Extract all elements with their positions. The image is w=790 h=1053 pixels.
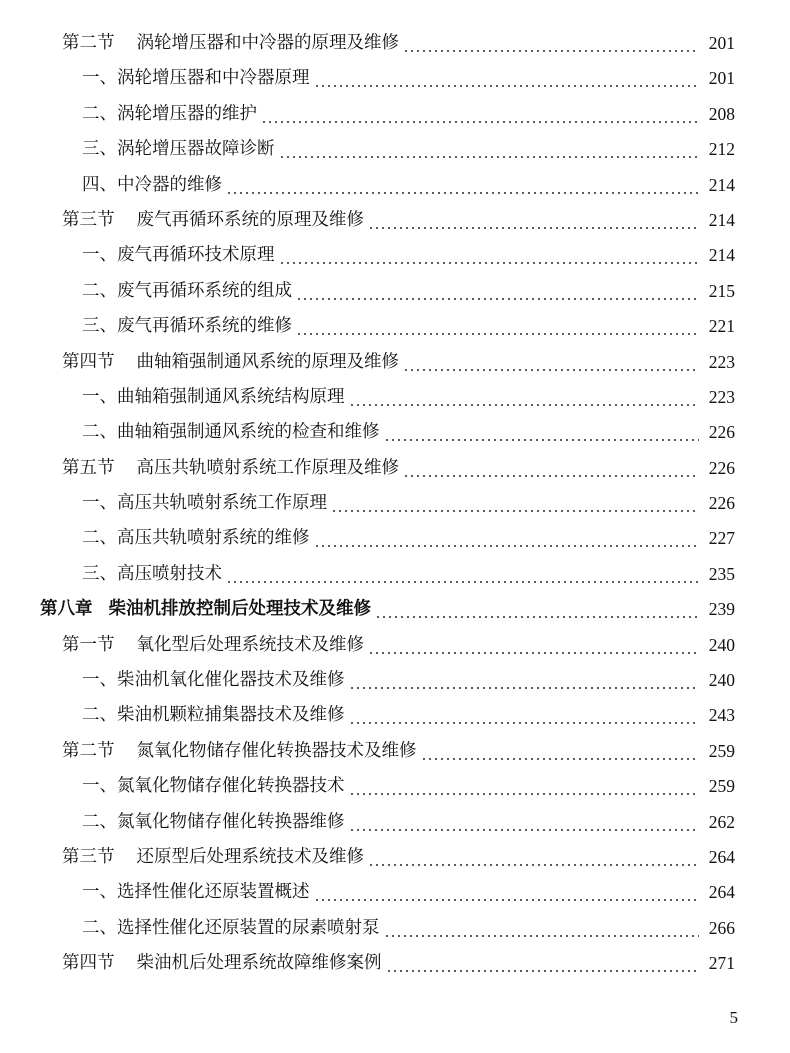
toc-entry-section[interactable] [40,26,735,61]
toc-entry-label [62,26,399,61]
toc-entry-label [82,380,345,415]
toc-entry-page: 264 [708,846,735,867]
dot-leader [386,946,700,981]
toc-entry-title: 氮氧化物储存催化转换器技术及维修 [136,740,417,761]
toc-entry-title: 二、选择性催化还原装置的尿素喷射泵 [82,917,380,938]
toc-entry-number: 第四节 [62,953,115,974]
dot-leader [403,451,699,486]
toc-entry-label [62,840,364,875]
toc-entry-page: 235 [708,563,735,584]
toc-entry-title: 三、废气再循环系统的维修 [82,316,292,337]
toc-entry-title: 涡轮增压器和中冷器的原理及维修 [136,32,399,53]
toc-entry-label [62,734,417,769]
dot-leader [375,592,699,627]
toc-entry-title: 三、涡轮增压器故障诊断 [82,139,275,160]
dot-leader [314,875,700,910]
toc-entry-title: 二、高压共轨喷射系统的维修 [82,528,310,549]
toc-entry-section[interactable] [40,345,735,380]
toc-entry-subsection[interactable] [40,521,735,556]
toc-entry-number: 第五节 [62,457,115,478]
toc-entry-page: 214 [708,174,735,195]
toc-entry-section[interactable] [40,628,735,663]
toc-entry-page: 214 [708,245,735,266]
toc-entry-subsection[interactable] [40,769,735,804]
toc-entry-label [62,628,364,663]
toc-entry-title: 四、中冷器的维修 [82,174,222,195]
dot-leader [296,274,699,309]
toc-entry-subsection[interactable] [40,663,735,698]
toc-entry-subsection[interactable] [40,415,735,450]
toc-entry-label [82,769,345,804]
toc-entry-page: 201 [708,32,735,53]
toc-entry-title: 一、高压共轨喷射系统工作原理 [82,493,327,514]
toc-entry-title: 一、涡轮增压器和中冷器原理 [82,68,310,89]
toc-entry-label [62,345,399,380]
toc-entry-title: 二、柴油机颗粒捕集器技术及维修 [82,705,345,726]
toc-entry-label [82,875,310,910]
toc-entry-title: 一、选择性催化还原装置概述 [82,882,310,903]
toc-entry-subsection[interactable] [40,875,735,910]
toc-entry-label [82,61,310,96]
dot-leader [421,734,700,769]
toc-entry-subsection[interactable] [40,132,735,167]
toc-entry-subsection[interactable] [40,557,735,592]
toc-entry-title: 曲轴箱强制通风系统的原理及维修 [136,351,399,372]
toc-entry-title: 一、氮氧化物储存催化转换器技术 [82,776,345,797]
toc-entry-title: 一、柴油机氧化催化器技术及维修 [82,670,345,691]
toc-entry-section[interactable] [40,203,735,238]
toc-entry-label [82,663,345,698]
toc-entry-page: 227 [708,528,735,549]
toc-entry-label [62,451,399,486]
toc-entry-subsection[interactable] [40,238,735,273]
dot-leader [314,61,700,96]
toc-entry-page: 271 [708,953,735,974]
dot-leader [384,911,700,946]
toc-entry-page: 226 [708,493,735,514]
page-number: 5 [729,1008,738,1027]
table-of-contents [40,26,735,982]
toc-entry-title: 二、曲轴箱强制通风系统的检查和维修 [82,422,380,443]
dot-leader [261,97,699,132]
toc-entry-page: 201 [708,68,735,89]
toc-entry-label [62,203,364,238]
toc-entry-title: 柴油机后处理系统故障维修案例 [136,953,382,974]
toc-entry-page: 208 [708,103,735,124]
toc-entry-page: 223 [708,351,735,372]
toc-entry-page: 239 [708,599,735,620]
toc-entry-title: 高压共轨喷射系统工作原理及维修 [136,457,399,478]
toc-entry-title: 一、曲轴箱强制通风系统结构原理 [82,386,345,407]
toc-entry-page: 259 [708,776,735,797]
toc-entry-page: 226 [708,422,735,443]
toc-entry-number: 第一节 [62,634,115,655]
dot-leader [403,345,699,380]
toc-entry-number: 第二节 [62,32,115,53]
toc-entry-subsection[interactable] [40,168,735,203]
toc-entry-label [82,557,222,592]
toc-entry-label [82,97,257,132]
toc-entry-page: 240 [708,670,735,691]
toc-entry-page: 262 [708,811,735,832]
toc-entry-label [82,309,292,344]
toc-entry-label [40,592,371,627]
toc-entry-subsection[interactable] [40,274,735,309]
toc-entry-title: 二、氮氧化物储存催化转换器维修 [82,811,345,832]
toc-entry-section[interactable] [40,734,735,769]
toc-entry-number: 第三节 [62,846,115,867]
toc-entry-page: 259 [708,740,735,761]
toc-entry-subsection[interactable] [40,486,735,521]
toc-entry-subsection[interactable] [40,380,735,415]
dot-leader [349,380,700,415]
dot-leader [226,168,699,203]
toc-entry-label [82,805,345,840]
toc-entry-number: 第四节 [62,351,115,372]
toc-entry-number: 第二节 [62,740,115,761]
toc-entry-title: 二、废气再循环系统的组成 [82,280,292,301]
toc-entry-page: 243 [708,705,735,726]
dot-leader [279,132,700,167]
toc-entry-label [62,946,382,981]
toc-entry-label [82,415,380,450]
toc-entry-page: 214 [708,209,735,230]
toc-entry-page: 223 [708,386,735,407]
dot-leader [349,663,700,698]
dot-leader [384,415,700,450]
dot-leader [368,840,699,875]
toc-entry-page: 266 [708,917,735,938]
toc-entry-subsection[interactable] [40,911,735,946]
toc-entry-number: 第三节 [62,209,115,230]
toc-entry-title: 一、废气再循环技术原理 [82,245,275,266]
toc-entry-page: 212 [708,139,735,160]
toc-entry-title: 废气再循环系统的原理及维修 [136,209,364,230]
toc-entry-title: 三、高压喷射技术 [82,563,222,584]
dot-leader [349,769,700,804]
toc-entry-subsection[interactable] [40,61,735,96]
toc-entry-page: 264 [708,882,735,903]
dot-leader [331,486,699,521]
toc-entry-title: 还原型后处理系统技术及维修 [136,846,364,867]
toc-entry-subsection[interactable] [40,805,735,840]
dot-leader [314,521,700,556]
toc-entry-subsection[interactable] [40,309,735,344]
toc-entry-label [82,911,380,946]
dot-leader [226,557,699,592]
toc-entry-page: 226 [708,457,735,478]
toc-entry-page: 221 [708,316,735,337]
dot-leader [296,309,699,344]
toc-entry-title: 氧化型后处理系统技术及维修 [136,634,364,655]
dot-leader [349,698,700,733]
toc-entry-label [82,698,345,733]
toc-entry-label [82,238,275,273]
toc-entry-title: 柴油机排放控制后处理技术及维修 [108,599,371,620]
toc-entry-label [82,168,222,203]
dot-leader [368,628,699,663]
toc-entry-page: 215 [708,280,735,301]
toc-entry-label [82,132,275,167]
toc-entry-label [82,521,310,556]
toc-entry-chapter[interactable] [40,592,735,627]
dot-leader [349,805,700,840]
toc-entry-number: 第八章 [40,599,93,620]
toc-entry-label [82,486,327,521]
dot-leader [368,203,699,238]
toc-entry-title: 二、涡轮增压器的维护 [82,103,257,124]
toc-entry-section[interactable] [40,451,735,486]
toc-entry-subsection[interactable] [40,97,735,132]
toc-entry-section[interactable] [40,946,735,981]
toc-entry-label [82,274,292,309]
dot-leader [403,26,699,61]
dot-leader [279,238,700,273]
toc-entry-subsection[interactable] [40,698,735,733]
toc-entry-page: 240 [708,634,735,655]
toc-entry-section[interactable] [40,840,735,875]
